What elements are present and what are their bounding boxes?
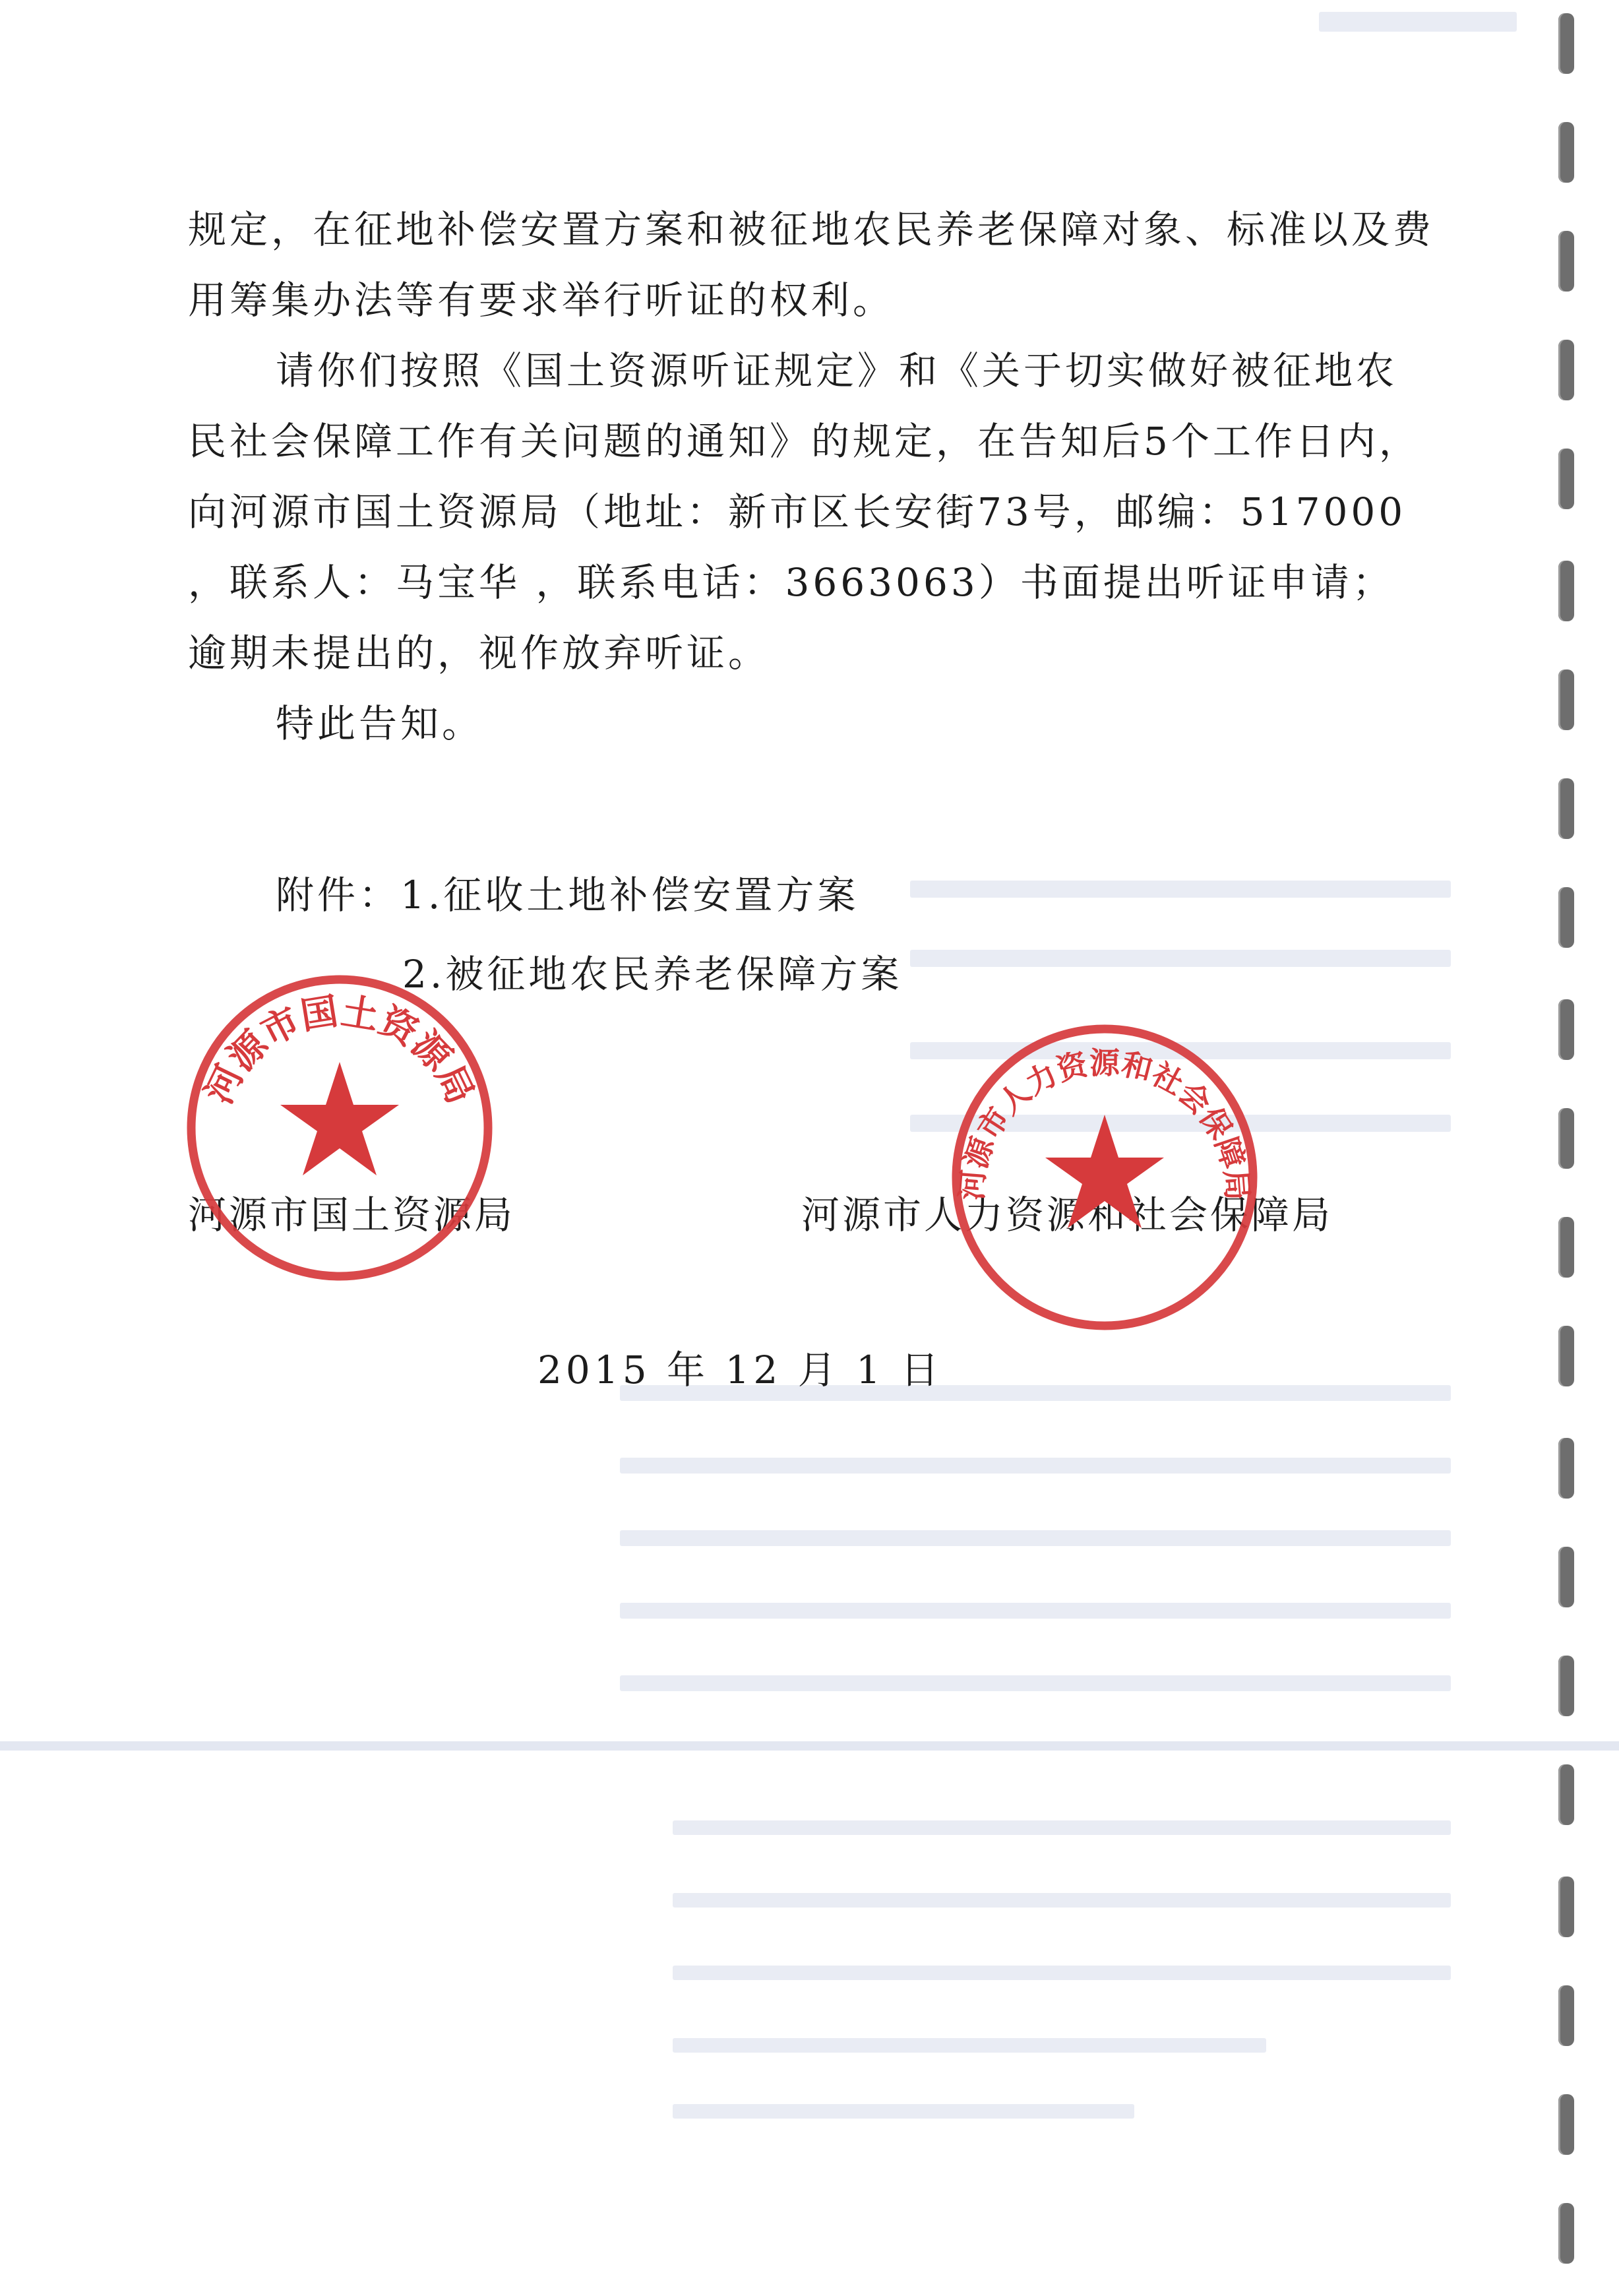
star-icon — [1045, 1115, 1164, 1228]
attachment-item-1: 1.征收土地补偿安置方案 — [400, 873, 859, 917]
binding-hole — [1558, 1764, 1574, 1825]
body-paragraph-3: 特此告知。 — [276, 701, 484, 746]
binding-hole — [1558, 122, 1574, 183]
document-date: 2015 年 12 月 1 日 — [537, 1348, 943, 1392]
bleed-through-mark — [910, 881, 1451, 898]
binding-hole — [1558, 778, 1574, 839]
bleed-through-mark — [673, 2038, 1266, 2053]
binding-hole — [1558, 887, 1574, 948]
scan-bleed-band — [0, 1741, 1619, 1751]
binding-hole — [1558, 1326, 1574, 1386]
binding-hole — [1558, 231, 1574, 292]
bleed-through-mark — [673, 2104, 1134, 2119]
binding-hole — [1558, 669, 1574, 730]
seal-left-text: 河源市国土资源局 — [197, 989, 483, 1111]
seal-right-graphic — [946, 1019, 1263, 1336]
binding-hole — [1558, 340, 1574, 400]
binding-hole — [1558, 1877, 1574, 1937]
binding-hole — [1558, 999, 1574, 1060]
binding-hole — [1558, 449, 1574, 509]
binding-hole — [1558, 561, 1574, 621]
attachment-line-1 — [276, 864, 859, 919]
binding-hole — [1558, 1438, 1574, 1499]
binding-hole — [1558, 2094, 1574, 2155]
binding-hole — [1558, 13, 1574, 74]
attachment-label: 附件： — [276, 873, 401, 917]
binding-strip — [1553, 0, 1579, 2296]
official-seal-left — [181, 970, 498, 1286]
binding-hole — [1558, 1217, 1574, 1278]
bleed-through-mark — [910, 950, 1451, 967]
seal-left-graphic — [181, 970, 498, 1286]
bleed-through-mark — [673, 1893, 1451, 1908]
seal-right-text: 河源市人力资源和社会保障局 — [953, 1045, 1256, 1202]
signer-left: 河源市国土资源局 — [188, 1193, 516, 1237]
binding-hole — [1558, 1547, 1574, 1607]
bleed-through-mark — [1319, 12, 1517, 32]
binding-hole — [1558, 1656, 1574, 1716]
bleed-through-mark — [673, 1966, 1451, 1980]
attachment-item-2: 2.被征地农民养老保障方案 — [402, 952, 903, 997]
binding-hole — [1558, 1108, 1574, 1169]
star-icon — [280, 1062, 399, 1175]
notice-body — [188, 195, 1434, 759]
body-paragraph-1: 规定，在征地补偿安置方案和被征地农民养老保障对象、标准以及费用筹集办法等有要求举行听证的权利。 — [188, 207, 1435, 323]
binding-hole — [1558, 1985, 1574, 2046]
official-seal-right — [946, 1019, 1263, 1336]
bleed-through-mark — [620, 1458, 1451, 1474]
bleed-through-mark — [620, 1530, 1451, 1546]
bleed-through-mark — [673, 1820, 1451, 1835]
bleed-through-mark — [620, 1675, 1451, 1691]
bleed-through-mark — [620, 1603, 1451, 1619]
signer-right: 河源市人力资源和社会保障局 — [801, 1193, 1333, 1237]
body-paragraph-2: 请你们按照《国土资源听证规定》和《关于切实做好被征地农民社会保障工作有关问题的通知》的规定，在告知后5个工作日内，向河源市国土资源局（地址：新市区长安街73号，邮编：517000 ，联系人：马宝华 ，联系电话：3663063）书面提出听证申请；逾期未提出的，视作放弃听证。 — [188, 348, 1420, 675]
binding-hole — [1558, 2203, 1574, 2264]
